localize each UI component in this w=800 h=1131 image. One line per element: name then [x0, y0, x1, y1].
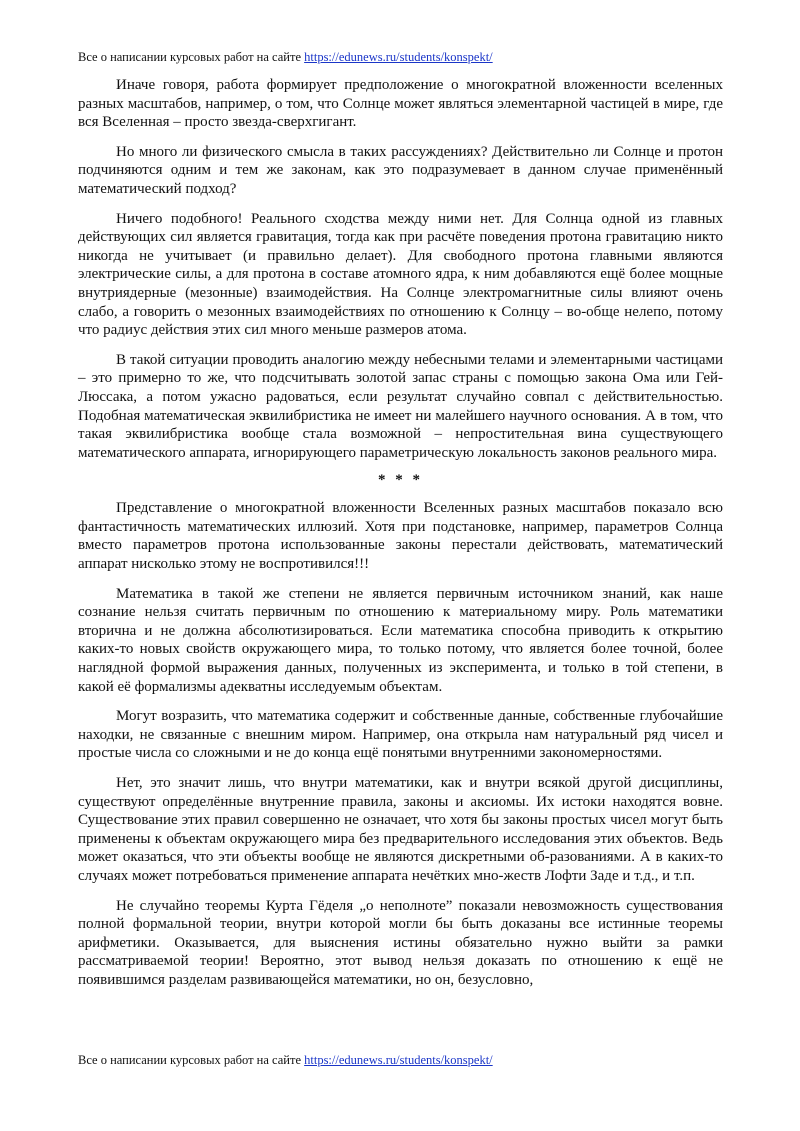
paragraph: Но много ли физического смысла в таких рассуждениях? Действительно ли Солнце и протон подчиняются одним и тем же законам, как это подразумевает в данном случае применённый математический подход?: [78, 143, 723, 197]
header-text: Все о написании курсовых работ на сайте: [78, 50, 305, 64]
footer-text: Все о написании курсовых работ на сайте: [78, 1053, 305, 1067]
page-header: [78, 49, 493, 65]
paragraph: Математика в такой же степени не является первичным источником знаний, как наше сознание нельзя считать первичным по отношению к материальному миру. Роль математики вторична и не должна абсолютизироваться. Если математика способна приводить к открытию каких-то новых свойств окружающего мира, то только потому, что является более точной, более наглядной формой выражения данных, полученных из эксперимента, и только в той степени, в какой её формализмы адекватны исследуемым объектам.: [78, 585, 723, 695]
section-separator: * * *: [378, 472, 423, 489]
paragraph: Нет, это значит лишь, что внутри математики, как и внутри всякой другой дисциплины, существуют определённые внутренние правила, законы и аксиомы. Их истоки находятся вовне. Существование этих правил совершенно не означает, что хотя бы законы простых чисел могут быть применены к объектам окружающего мира без предварительного исследования этих объектов. Ведь может оказаться, что эти объекты вообще не являются дискретными об-разованиями. А в каких-то случаях может потребоваться применение аппарата нечётких мно-жеств Лофти Заде и т.д., и т.п.: [78, 775, 723, 884]
paragraph: Могут возразить, что математика содержит и собственные данные, собственные глубочайшие находки, не связанные с внешним миром. Например, она открыла нам натуральный ряд чисел и простые числа со сложными и не до конца ещё понятыми внутренними закономерностями.: [78, 708, 723, 762]
paragraph: В такой ситуации проводить аналогию между небесными телами и элементарными частицами – это примерно то же, что подсчитывать золотой запас страны с помощью закона Ома или Гей-Люссака, а потом ужасно радоваться, если результат случайно совпал с действительностью. Подобная математическая эквилибристика не имеет ни малейшего научного основания. А в том, что такая эквилибристика вообще стала возможной – непростительная вина существующего математического аппарата, игнорирующего параметрическую локальность законов реального мира.: [78, 351, 723, 461]
footer-link[interactable]: https://edunews.ru/students/konspekt/: [304, 1053, 493, 1067]
header-link[interactable]: https://edunews.ru/students/konspekt/: [304, 50, 493, 64]
paragraph: Не случайно теоремы Курта Гёделя „о неполноте” показали невозможность существования полной формальной теории, внутри которой могли бы быть доказаны все истинные теоремы арифметики. Оказывается, для выяснения истины обязательно нужно выйти за рамки рассматриваемой теории! Вероятно, этот вывод нельзя доказать по отношению к ещё не появившимся разделам развивающейся математики, но он, безусловно,: [78, 897, 723, 988]
paragraph: Ничего подобного! Реального сходства между ними нет. Для Солнца одной из главных действующих сил является гравитация, тогда как при расчёте поведения протона гравитацию никто никогда не учитывает (и правильно делает). Для свободного протона главными являются электрические силы, а для протона в составе атомного ядра, к ним добавляются ещё более мощные внутриядерные (мезонные) взаимодействия. На Солнце электромагнитные силы влияют очень слабо, а говорить о мезонных взаимодействиях по отношению к Солнцу – во-обще нелепо, потому что радиус действия этих сил много меньше размеров атома.: [78, 210, 723, 339]
document-body: [78, 76, 723, 1001]
paragraph: Иначе говоря, работа формирует предположение о многократной вложенности вселенных разных масштабов, например, о том, что Солнце может являться элементарной частицей в мире, где вся Вселенная – просто звезда-сверхгигант.: [78, 77, 723, 131]
page-footer: [78, 1052, 493, 1068]
paragraph: Представление о многократной вложенности Вселенных разных масштабов показало всю фантастичность математических иллюзий. Хотя при подстановке, например, параметров Солнца вместо параметров протона использованные законы перестали действовать, математический аппарат нисколько этому не воспротивился!!!: [78, 500, 723, 573]
